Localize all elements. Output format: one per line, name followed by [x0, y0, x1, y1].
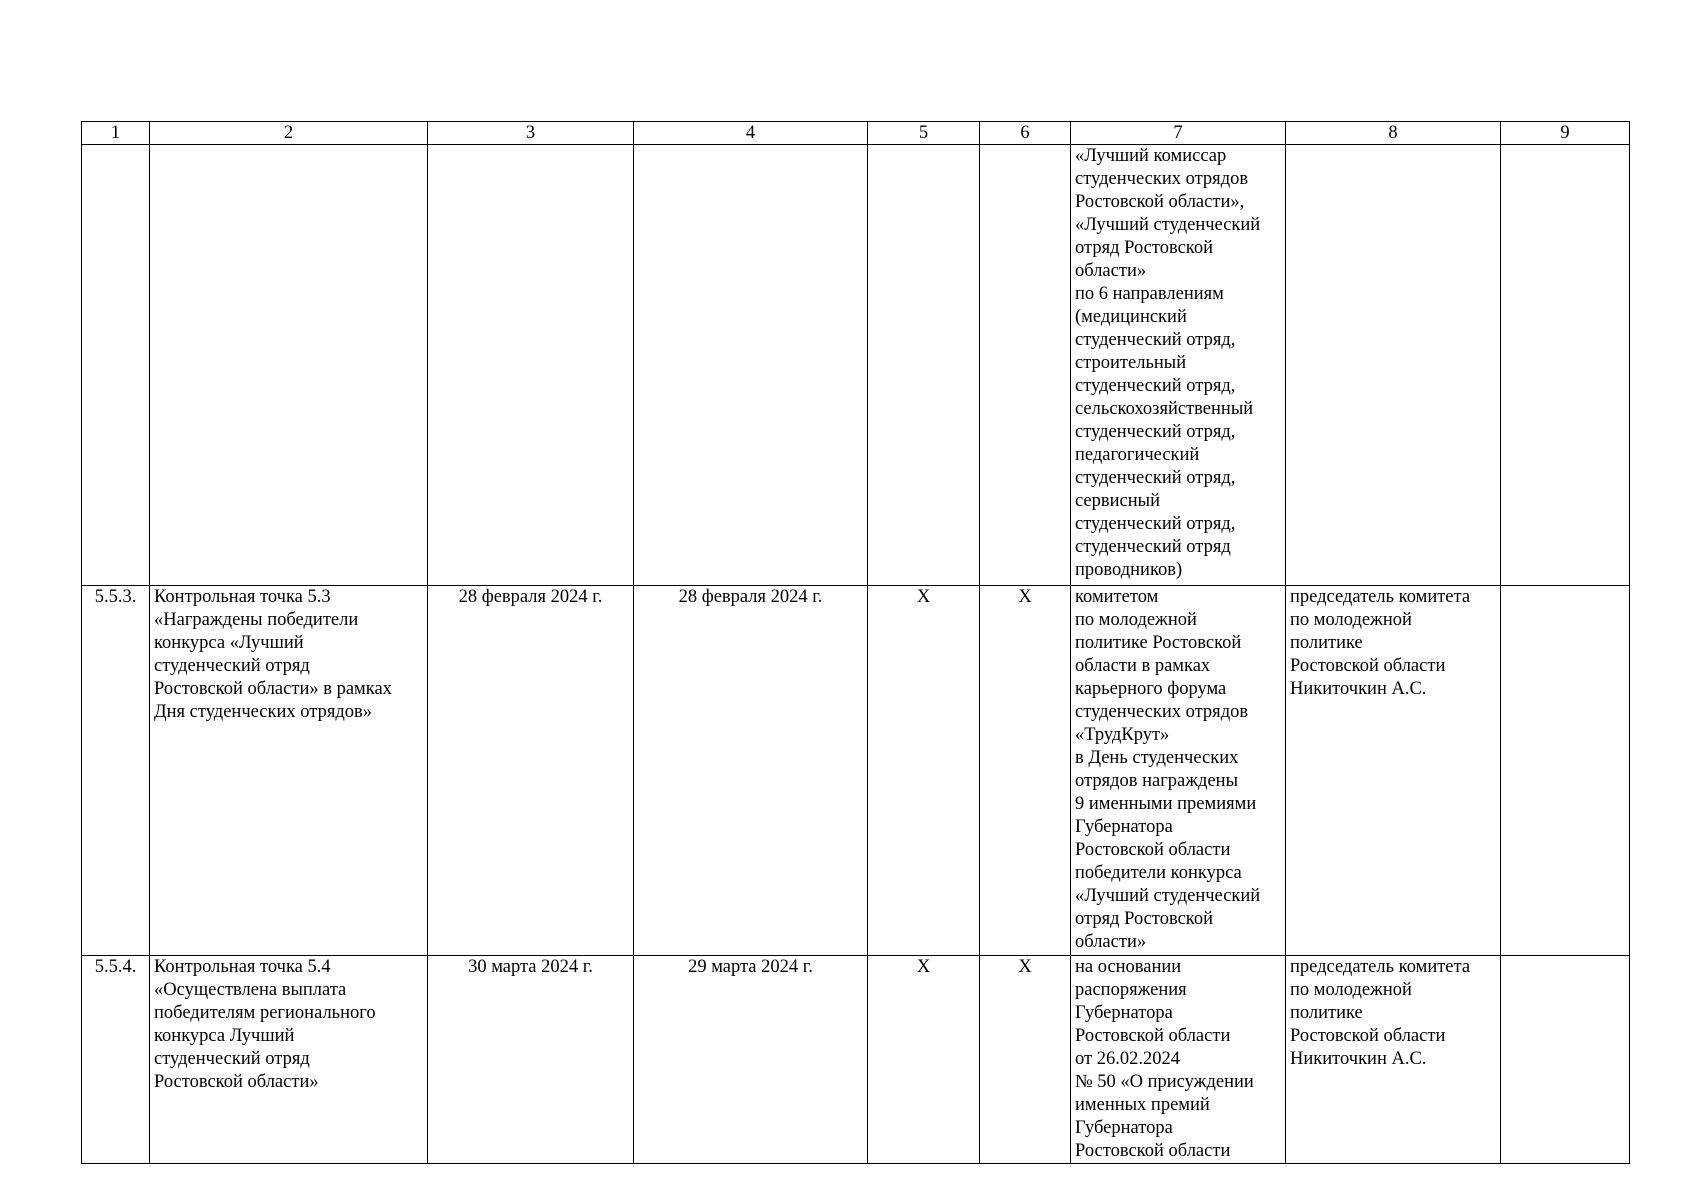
column-number: 6: [980, 122, 1071, 145]
item-name-cell: [150, 145, 428, 586]
column-6-cell: [980, 145, 1071, 586]
result-cell: комитетом по молодежной политике Ростовской области в рамках карьерного форума студенческих отрядов «ТрудКрут» в День студенческих отрядов награждены 9 именными премиями Губернатора Ростовской области победители конкурса «Лучший студенческий отряд Ростовской области»: [1071, 586, 1286, 956]
table-row: [82, 145, 1630, 586]
responsible-cell: [1286, 145, 1501, 586]
item-name-cell: Контрольная точка 5.4 «Осуществлена выплата победителям регионального конкурса Лучший студенческий отряд Ростовской области»: [150, 956, 428, 1164]
table-row: [82, 956, 1630, 1164]
column-9-cell: [1501, 956, 1630, 1164]
planned-date-cell: 30 марта 2024 г.: [428, 956, 634, 1164]
actual-date-cell: 29 марта 2024 г.: [634, 956, 868, 1164]
column-number-row: [82, 122, 1630, 145]
column-number: 2: [150, 122, 428, 145]
actual-date-cell: 28 февраля 2024 г.: [634, 586, 868, 956]
item-name-cell: Контрольная точка 5.3 «Награждены победители конкурса «Лучший студенческий отряд Ростовской области» в рамках Дня студенческих отрядов»: [150, 586, 428, 956]
item-number-cell: 5.5.3.: [82, 586, 150, 956]
result-cell: «Лучший комиссар студенческих отрядов Ростовской области», «Лучший студенческий отряд Ростовской области» по 6 направлениям (медицинский студенческий отряд, строительный студенческий отряд, сельскохозяйственный студенческий отряд, педагогический студенческий отряд, сервисный студенческий отряд, студенческий отряд проводников): [1071, 145, 1286, 586]
column-6-cell: Х: [980, 586, 1071, 956]
column-number: 5: [868, 122, 980, 145]
report-table: [81, 121, 1630, 1164]
result-cell: на основании распоряжения Губернатора Ростовской области от 26.02.2024 № 50 «О присуждении именных премий Губернатора Ростовской области: [1071, 956, 1286, 1164]
column-9-cell: [1501, 586, 1630, 956]
column-5-cell: [868, 145, 980, 586]
column-number: 1: [82, 122, 150, 145]
column-5-cell: Х: [868, 956, 980, 1164]
actual-date-cell: [634, 145, 868, 586]
column-number: 4: [634, 122, 868, 145]
planned-date-cell: [428, 145, 634, 586]
column-number: 8: [1286, 122, 1501, 145]
table-row: [82, 586, 1630, 956]
responsible-cell: председатель комитета по молодежной политике Ростовской области Никиточкин А.С.: [1286, 956, 1501, 1164]
column-number: 3: [428, 122, 634, 145]
item-number-cell: 5.5.4.: [82, 956, 150, 1164]
item-number-cell: [82, 145, 150, 586]
column-number: 7: [1071, 122, 1286, 145]
planned-date-cell: 28 февраля 2024 г.: [428, 586, 634, 956]
column-6-cell: Х: [980, 956, 1071, 1164]
column-5-cell: Х: [868, 586, 980, 956]
column-9-cell: [1501, 145, 1630, 586]
column-number: 9: [1501, 122, 1630, 145]
responsible-cell: председатель комитета по молодежной политике Ростовской области Никиточкин А.С.: [1286, 586, 1501, 956]
